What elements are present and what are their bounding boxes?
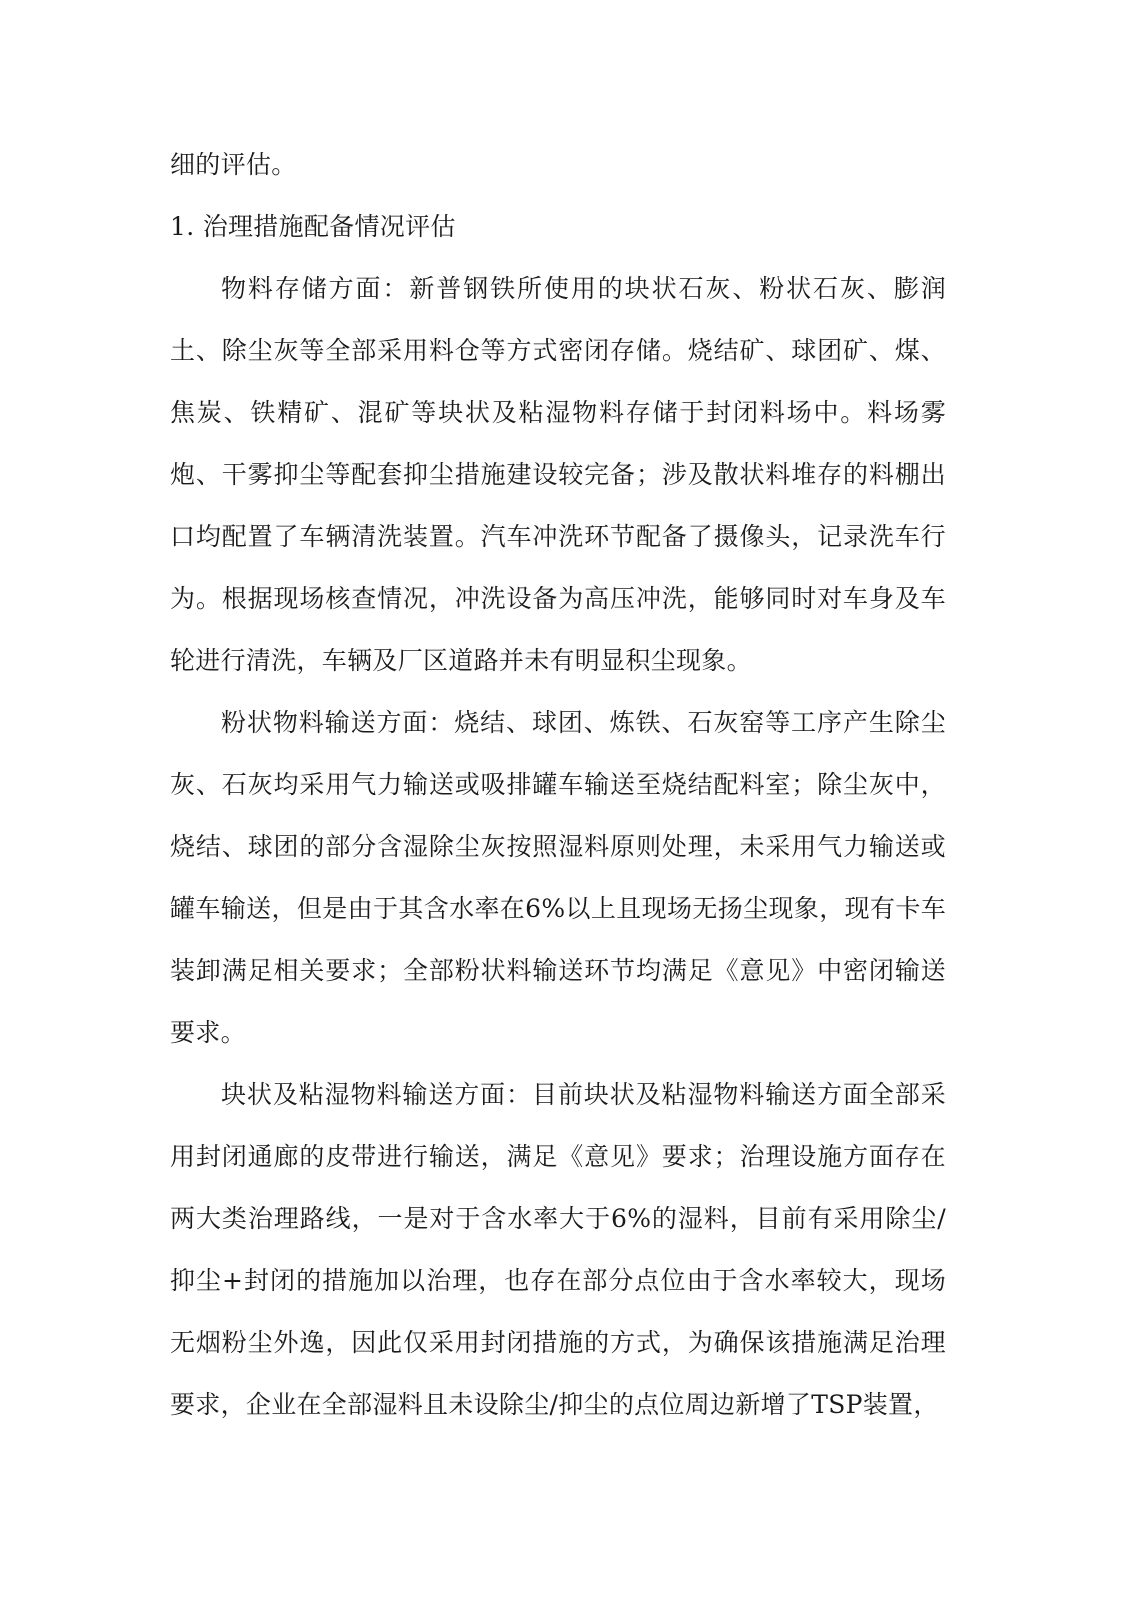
paragraph-bulk-wet-conveying: 块状及粘湿物料输送方面：目前块状及粘湿物料输送方面全部采用封闭通廊的皮带进行输送，满足《意见》要求；治理设施方面存在两大类治理路线，一是对于含水率大于6%的湿料，目前有采用除尘/抑尘+封闭的措施加以治理，也存在部分点位由于含水率较大，现场无烟粉尘外逸，因此仅采用封闭措施的方式，为确保该措施满足治理要求，企业在全部湿料且未设除尘/抑尘的点位周边新增了TSP装置， <box>170 1080 946 1419</box>
section-heading: 1. 治理措施配备情况评估 <box>170 212 456 241</box>
paragraph-powder-conveying: 粉状物料输送方面：烧结、球团、炼铁、石灰窑等工序产生除尘灰、石灰均采用气力输送或吸排罐车输送至烧结配料室；除尘灰中，烧结、球团的部分含湿除尘灰按照湿料原则处理，未采用气力输送或罐车输送，但是由于其含水率在6%以上且现场无扬尘现象，现有卡车装卸满足相关要求；全部粉状料输送环节均满足《意见》中密闭输送要求。 <box>170 708 946 1047</box>
paragraph-continuation: 细的评估。 <box>170 150 297 179</box>
paragraph-material-storage: 物料存储方面：新普钢铁所使用的块状石灰、粉状石灰、膨润土、除尘灰等全部采用料仓等方式密闭存储。烧结矿、球团矿、煤、焦炭、铁精矿、混矿等块状及粘湿物料存储于封闭料场中。料场雾炮、干雾抑尘等配套抑尘措施建设较完备；涉及散状料堆存的料棚出口均配置了车辆清洗装置。汽车冲洗环节配备了摄像头，记录洗车行为。根据现场核查情况，冲洗设备为高压冲洗，能够同时对车身及车轮进行清洗，车辆及厂区道路并未有明显积尘现象。 <box>170 274 946 675</box>
document-body <box>170 134 946 1436</box>
